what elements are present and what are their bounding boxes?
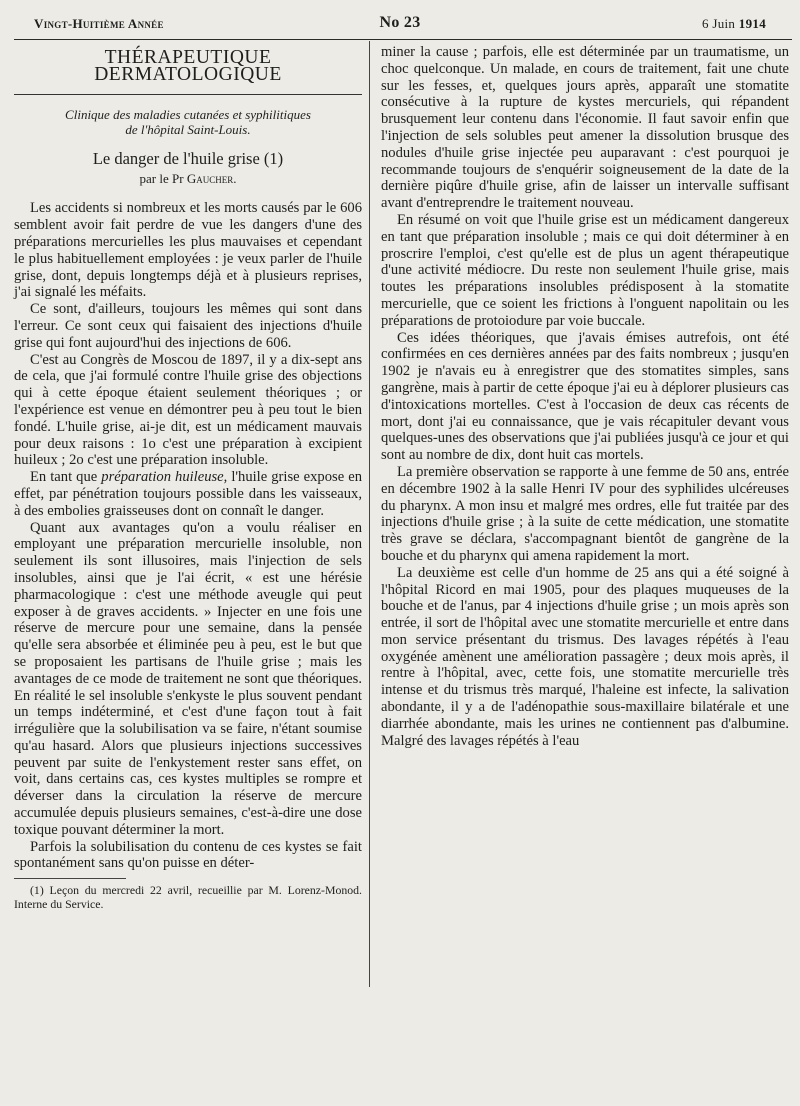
issue-day: 6 Juin: [702, 16, 739, 31]
issue-date: [702, 16, 766, 32]
header-rule: [14, 39, 792, 40]
right-column: [381, 44, 789, 749]
paragraph: C'est au Congrès de Moscou de 1897, il y a dix-sept ans de cela, que j'ai formulé contre l'huile grise des objections qui à cette époque étaient seulement théoriques ; or l'expérience est venue en démontrer peu à peu tout le bien fondé. L'huile grise, ai-je dit, est un médicament mauvais pour deux raisons : 1o c'est une préparation à excipient huileux ; 2o c'est une préparation insoluble.: [14, 351, 362, 469]
byline-prefix: par le Pr: [139, 170, 187, 186]
footnote: (1) Leçon du mercredi 22 avril, recueillie par M. Lorenz-Monod. Interne du Service.: [14, 883, 362, 912]
paragraph: La première observation se rapporte à une femme de 50 ans, entrée en décembre 1902 à la salle Henri IV pour des syphilides ulcéreuses du pharynx. A mon insu et malgré mes ordres, elle fut traitée par des injections d'huile grise ; à la suite de cette médication, une stomatite très grave se déclara, s'accompagnant bientôt de gangrène de la bouche et du pharynx qui amena rapidement la mort.: [381, 463, 789, 564]
paragraph: La deuxième est celle d'un homme de 25 ans qui a été soigné à l'hôpital Ricord en mai 1905, pour des plaques muqueuses de la bouche et de l'anus, par 4 injections d'huile grise ; un mois après son entrée, il sort de l'hôpital avec une stomatite mercurielle et entre dans mon service présentant du trismus. Des lavages répétés à l'eau oxygénée amènent une amélioration passagère ; deux mois après, il rentre à l'hôpital, avec, cette fois, une stomatite mercurielle très intense et du trismus très marqué, l'haleine est infecte, la salivation abondante, il y a de l'adénopathie sous-maxillaire bilatérale et une diarrhée abondante, mais les urines ne contiennent pas d'albumine. Malgré des lavages répétés à l'eau: [381, 564, 789, 749]
author-name: Gaucher.: [186, 170, 237, 186]
paragraph: Les accidents si nombreux et les morts causés par le 606 semblent avoir fait perdre de vue les dangers d'une des préparations mercurielles les plus mauvaises et cependant le plus habituellement employées : je veux parler de l'huile grise, dont, depuis longtemps déjà et à plusieurs reprises, j'ai signalé les méfaits.: [14, 200, 362, 301]
paragraph: Ces idées théoriques, que j'avais émises autrefois, ont été confirmées en ces dernières années par des faits nombreux ; jusqu'en 1902 je n'avais eu à enregistrer que des stomatites simples, sans gangrène, mais à partir de cette époque j'ai eu à déplorer plusieurs cas d'intoxications mortelles. C'est à l'occasion de deux cas récents de mort, dont j'ai eu connaissance, que je vais récapituler devant vous quelques-unes des observations que j'ai publiées jusqu'à ce jour et qui sont au nombre de dix, dont huit cas mortels.: [381, 329, 789, 464]
issue-year: 1914: [738, 16, 766, 31]
clinic-subtitle: [14, 107, 362, 137]
paragraph-continued: miner la cause ; parfois, elle est déterminée par un traumatisme, un choc quelconque. Un malade, en cours de traitement, fait une chute sur les fesses, et, quelques jours après, apparaît une stomatite consécutive à la rupture de kystes mercuriels, qui répandent brusquement leur contenu dans l'économie. Il faut savoir enfin que l'injection de sels solubles peut amener la dissolution brusque des nodules d'huile grise injectée peu auparavant : c'est pourquoi je recommande toujours de s'enquérir soigneusement de la date de la dernière piqûre d'huile grise, afin de laisser un intervalle suffisant avant d'entreprendre le traitement nouveau.: [381, 44, 789, 212]
running-header: [34, 12, 766, 34]
paragraph: [14, 469, 362, 519]
left-column: [14, 47, 362, 912]
column-divider: [369, 41, 370, 987]
text-run: En tant que: [30, 469, 102, 486]
section-title: THÉRAPEUTIQUE DERMATOLOGIQUE: [14, 50, 362, 95]
emphasis: préparation huileuse: [101, 469, 224, 486]
paragraph: Ce sont, d'ailleurs, toujours les mêmes qui sont dans l'erreur. Ce sont ceux qui faisaient des injections d'huile grise qui font aujourd'hui des injections de 606.: [14, 301, 362, 351]
clinic-line-2: de l'hôpital Saint-Louis.: [125, 121, 251, 137]
article-title: Le danger de l'huile grise (1): [92, 148, 284, 168]
issue-number: No 23: [379, 14, 421, 31]
paragraph: En résumé on voit que l'huile grise est un médicament dangereux en tant que préparation insoluble ; mais ce qui doit déterminer à en proscrire l'emploi, c'est qu'elle est de plus un agent thérapeutique d'une activité médiocre. Du reste non seulement l'huile grise, mais toutes les préparations insolubles prédisposent à la stomatite mercurielle, que ce soient les frictions à l'onguent napolitain ou les préparations de protoiodure par voie buccale.: [381, 211, 789, 329]
footnote-rule: [14, 878, 126, 879]
clinic-line-1: Clinique des maladies cutanées et syphilitiques: [65, 106, 311, 122]
paragraph: Quant aux avantages qu'on a voulu réaliser en employant une préparation mercurielle insoluble, non seulement ils sont illusoires, mais l'injection de sels insolubles, ainsi que je l'ai écrit, « est une hérésie pharmacologique : c'est une méthode aveugle qui peut exposer à de graves accidents. » Injecter en une fois une réserve de mercure pour une semaine, dans la pensée qu'elle sera absorbée et éliminée peu à peu, est le but que se proposaient les partisans de l'huile grise ; mais les avantages de ce mode de traitement ne sont que théoriques. En réalité le sel insoluble s'enkyste le plus souvent pendant un temps indéterminé, et c'est d'une façon tout à fait irrégulière que la solubilisation va se faire, n'étant soumise qu'au hasard. Alors que plusieurs injections successives peuvent par suite de l'enkystement rester sans effet, on voit, dans certains cas, ces kystes multiples se rompre et déverser dans la circulation la réserve de mercure accumulée depuis plusieurs semaines, c'est-à-dire une dose toxique pouvant déterminer la mort.: [14, 519, 362, 838]
article-byline: [14, 171, 362, 188]
paragraph: Parfois la solubilisation du contenu de ces kystes se fait spontanément sans qu'on puisse en déter-: [14, 838, 362, 872]
text-run: , l'huile grise expose en effet, par pénétration toujours possible dans les vaisseaux, à des embolies graisseuses dont on connaît le danger.: [14, 469, 362, 519]
volume-year: Vingt-Huitième Année: [34, 16, 164, 31]
